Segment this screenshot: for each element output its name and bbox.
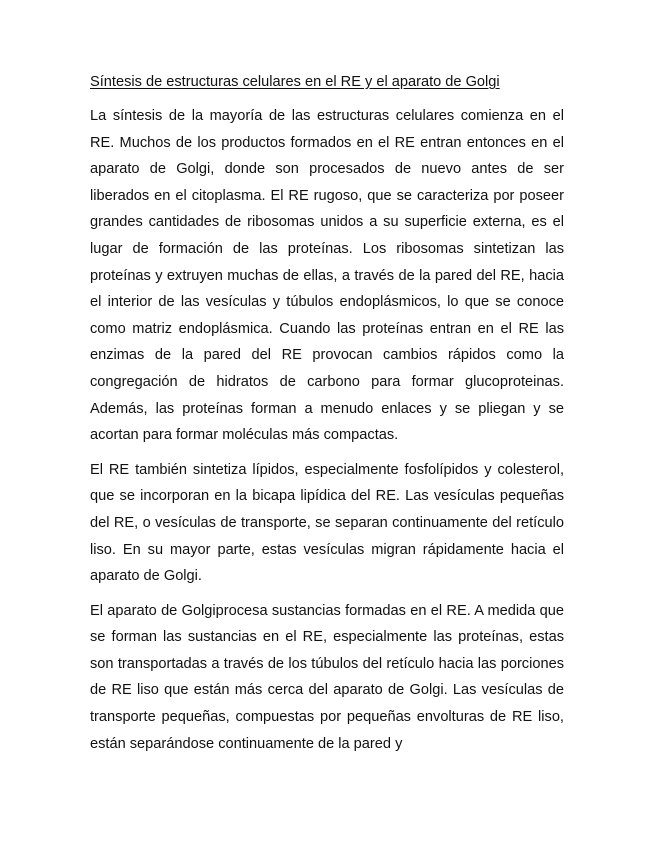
paragraph-1: La síntesis de la mayoría de las estructuras celulares comienza en el RE. Muchos de los productos formados en el RE entran entonces en el aparato de Golgi, donde son procesados de nuevo antes de ser liberados en el citoplasma. El RE rugoso, que se caracteriza por poseer grandes cantidades de ribosomas unidos a su superficie externa, es el lugar de formación de las proteínas. Los ribosomas sintetizan las proteínas y extruyen muchas de ellas, a través de la pared del RE, hacia el interior de las vesículas y túbulos endoplásmicos, lo que se conoce como matriz endoplásmica. Cuando las proteínas entran en el RE las enzimas de la pared del RE provocan cambios rápidos como la congregación de hidratos de carbono para formar glucoproteinas. Además, las proteínas forman a menudo enlaces y se pliegan y se acortan para formar moléculas más compactas. bbox=[90, 108, 564, 444]
paragraph-2: El RE también sintetiza lípidos, especialmente fosfolípidos y colesterol, que se incorporan en la bicapa lipídica del RE. Las vesículas pequeñas del RE, o vesículas de transporte, se separan continuamente del retículo liso. En su mayor parte, estas vesículas migran rápidamente hacia el aparato de Golgi. bbox=[90, 461, 564, 585]
document-page bbox=[90, 72, 564, 765]
document-title: Síntesis de estructuras celulares en el RE y el aparato de Golgi bbox=[90, 74, 500, 90]
paragraph-3: El aparato de Golgiprocesa sustancias formadas en el RE. A medida que se forman las sustancias en el RE, especialmente las proteínas, estas son transportadas a través de los túbulos del retículo hacia las porciones de RE liso que están más cerca del aparato de Golgi. Las vesículas de transporte pequeñas, compuestas por pequeñas envolturas de RE liso, están separándose continuamente de la pared y bbox=[90, 602, 564, 752]
